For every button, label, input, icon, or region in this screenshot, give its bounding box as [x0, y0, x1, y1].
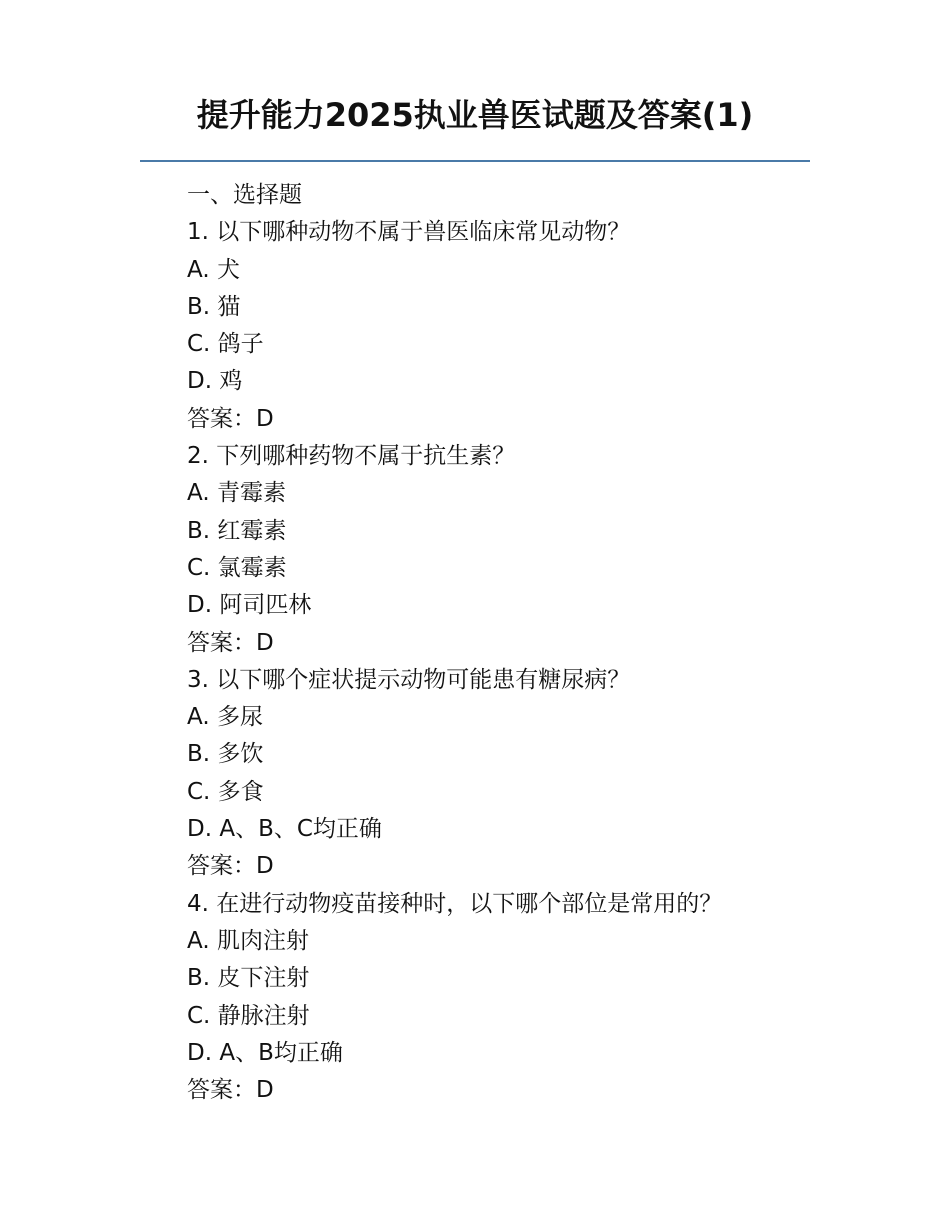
option-c: C. 多食: [187, 778, 264, 805]
option-d: D. 阿司匹林: [187, 592, 312, 619]
question-text: 4. 在进行动物疫苗接种时，以下哪个部位是常用的？: [187, 890, 723, 917]
option-a: A. 多尿: [187, 704, 263, 731]
document-body: [187, 177, 827, 1109]
title-underline: [140, 160, 810, 162]
question-text: 2. 下列哪种药物不属于抗生素？: [187, 443, 516, 470]
question-block: [187, 214, 827, 438]
option-c: C. 氯霉素: [187, 554, 287, 581]
answer-text: 答案：D: [187, 853, 274, 880]
option-a: A. 青霉素: [187, 480, 286, 507]
answer-text: 答案：D: [187, 1077, 274, 1104]
option-c: C. 静脉注射: [187, 1002, 310, 1029]
question-block: [187, 886, 827, 1110]
question-text: 1. 以下哪种动物不属于兽医临床常见动物？: [187, 219, 631, 246]
option-b: B. 红霉素: [187, 517, 287, 544]
option-d: D. 鸡: [187, 368, 243, 395]
document-title: 提升能力2025执业兽医试题及答案(1): [196, 96, 754, 134]
option-a: A. 犬: [187, 256, 240, 283]
option-b: B. 猫: [187, 293, 241, 320]
answer-text: 答案：D: [187, 405, 274, 432]
option-a: A. 肌肉注射: [187, 927, 309, 954]
option-c: C. 鸽子: [187, 331, 264, 358]
option-b: B. 皮下注射: [187, 965, 310, 992]
question-block: [187, 438, 827, 662]
answer-text: 答案：D: [187, 629, 274, 656]
option-b: B. 多饮: [187, 741, 264, 768]
option-d: D. A、B、C均正确: [187, 816, 382, 843]
section-heading: 一、选择题: [187, 182, 302, 208]
question-block: [187, 662, 827, 886]
question-text: 3. 以下哪个症状提示动物可能患有糖尿病？: [187, 666, 631, 693]
option-d: D. A、B均正确: [187, 1039, 343, 1066]
